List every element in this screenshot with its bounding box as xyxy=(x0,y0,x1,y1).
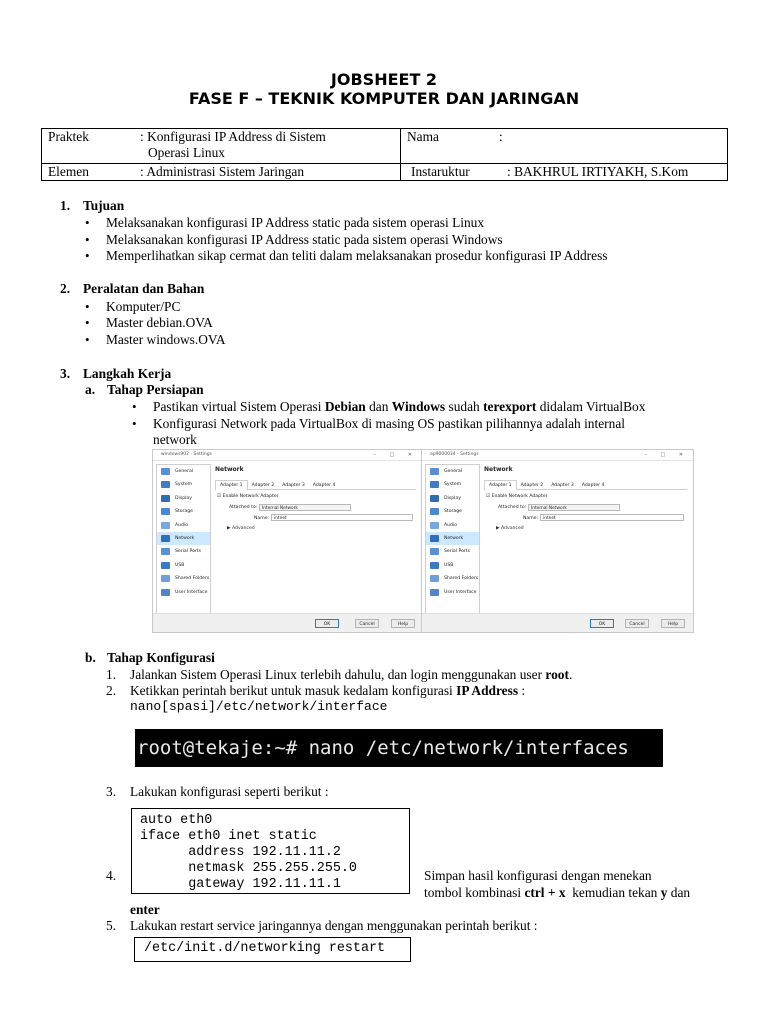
section-3-title: Langkah Kerja xyxy=(83,366,172,381)
cancel-button[interactable]: Cancel xyxy=(355,619,379,628)
tab-adapter-3[interactable]: Adapter 3 xyxy=(282,483,305,488)
cancel-button[interactable]: Cancel xyxy=(625,619,649,628)
terminal-screenshot: root@tekaje:~# nano /etc/network/interfaces xyxy=(135,729,663,767)
nama-label: Nama xyxy=(407,129,439,144)
sidebar-item-usb[interactable]: USB xyxy=(426,559,479,572)
step-4-enter: enter xyxy=(130,902,160,917)
instruktur-label: Instaruktur xyxy=(411,164,470,179)
advanced-toggle[interactable]: ▶ Advanced xyxy=(496,526,524,531)
alat-item-2: • Master debian.OVA xyxy=(106,315,213,331)
config-code-box xyxy=(131,808,410,894)
tujuan-item-1: • Melaksanakan konfigurasi IP Address static pada sistem operasi Linux xyxy=(106,215,484,231)
tujuan-item-2: • Melaksanakan konfigurasi IP Address static pada sistem operasi Windows xyxy=(106,232,503,248)
nama-value: : xyxy=(499,129,503,144)
config-line: address 192.11.11.2 xyxy=(140,845,341,860)
praktek-value: : Konfigurasi IP Address di Sistem xyxy=(140,129,326,144)
config-line: iface eth0 inet static xyxy=(140,829,317,844)
name-label: Name: xyxy=(523,516,539,521)
name-select[interactable]: intnet xyxy=(271,514,413,521)
persiapan-item-2: • Konfigurasi Network pada VirtualBox di masing OS pastikan pilihannya adalah internal xyxy=(153,416,625,432)
step-3-number: 3. xyxy=(106,784,117,799)
adapter-tabs xyxy=(484,480,687,490)
attached-label: Attached to: xyxy=(498,505,527,510)
step-1-text: Jalankan Sistem Operasi Linux terlebih dahulu, dan login menggunakan user root. xyxy=(130,667,573,682)
ok-button[interactable]: OK xyxy=(590,619,614,628)
config-line: auto eth0 xyxy=(140,813,213,828)
tab-adapter-1[interactable]: Adapter 1 xyxy=(215,480,248,491)
sidebar-item-audio[interactable]: Audio xyxy=(157,519,210,532)
sidebar-item-network[interactable]: Network xyxy=(157,532,210,545)
step-4-number: 4. xyxy=(106,868,117,883)
document-subtitle: FASE F – TEKNIK KOMPUTER DAN JARINGAN xyxy=(188,89,580,108)
vbox-sidebar xyxy=(156,464,211,621)
sidebar-item-ui[interactable]: User Interface xyxy=(426,586,479,599)
tab-adapter-2[interactable]: Adapter 2 xyxy=(520,483,544,488)
help-button[interactable]: Help xyxy=(661,619,685,628)
section-1-title: Tujuan xyxy=(83,198,125,213)
sidebar-item-display[interactable]: Display xyxy=(157,492,210,505)
sidebar-item-ui[interactable]: User Interface xyxy=(157,586,210,599)
tujuan-item-3: • Memperlihatkan sikap cermat dan teliti dalam melaksanakan prosedur konfigurasi IP Address xyxy=(106,248,608,264)
sidebar-item-general[interactable]: General xyxy=(426,465,479,478)
sidebar-item-serial[interactable]: Serial Ports xyxy=(157,545,210,558)
config-line: netmask 255.255.255.0 xyxy=(140,861,357,876)
section-2-title: Peralatan dan Bahan xyxy=(83,281,205,296)
tab-adapter-1[interactable]: Adapter 1 xyxy=(484,480,517,491)
window-controls: – □ ✕ xyxy=(373,452,418,458)
sidebar-item-audio[interactable]: Audio xyxy=(426,519,479,532)
attached-select[interactable]: Internal Network xyxy=(259,504,351,511)
section-3-number: 3. xyxy=(60,366,71,381)
sidebar-item-system[interactable]: System xyxy=(157,478,210,491)
sidebar-item-shared[interactable]: Shared Folders xyxy=(157,572,210,585)
sidebar-item-display[interactable]: Display xyxy=(426,492,479,505)
name-select[interactable]: intnet xyxy=(540,514,684,521)
vbox-settings-window-debian xyxy=(421,449,694,633)
sidebar-item-system[interactable]: System xyxy=(426,478,479,491)
sidebar-item-storage[interactable]: Storage xyxy=(426,505,479,518)
sidebar-item-general[interactable]: General xyxy=(157,465,210,478)
vbox-window-title: windows902 - Settings xyxy=(161,452,212,457)
tab-adapter-4[interactable]: Adapter 4 xyxy=(312,483,336,488)
step-2-text: Ketikkan perintah berikut untuk masuk kedalam konfigurasi IP Address : xyxy=(130,683,526,698)
vbox-heading: Network xyxy=(484,466,513,473)
alat-item-3: • Master windows.OVA xyxy=(106,332,226,348)
step-5-text: Lakukan restart service jaringannya dengan menggunakan perintah berikut : xyxy=(130,918,538,933)
enable-adapter-checkbox[interactable]: ☑ Enable Network Adapter xyxy=(486,494,548,499)
step-2-number: 2. xyxy=(106,683,117,698)
sidebar-item-shared[interactable]: Shared Folders xyxy=(426,572,479,585)
attached-label: Attached to: xyxy=(229,505,258,510)
name-label: Name: xyxy=(254,516,270,521)
step-4-text: Simpan hasil konfigurasi dengan menekan xyxy=(424,868,652,883)
step-2-command: nano[spasi]/etc/network/interface xyxy=(130,699,388,714)
praktek-label: Praktek xyxy=(48,129,89,144)
persiapan-letter: a. xyxy=(85,382,96,397)
sidebar-item-network[interactable]: Network xyxy=(426,532,479,545)
step-3-text: Lakukan konfigurasi seperti berikut : xyxy=(130,784,329,799)
elemen-label: Elemen xyxy=(48,164,89,179)
elemen-value: : Administrasi Sistem Jaringan xyxy=(140,164,305,179)
window-controls: – □ ✕ xyxy=(644,452,689,458)
step-5-number: 5. xyxy=(106,918,117,933)
document-title: JOBSHEET 2 xyxy=(330,70,438,89)
instruktur-value: : BAKHRUL IRTIYAKH, S.Kom xyxy=(507,164,689,179)
konfigurasi-letter: b. xyxy=(85,650,96,665)
ok-button[interactable]: OK xyxy=(315,619,339,628)
adapter-tabs xyxy=(215,480,416,490)
tab-adapter-2[interactable]: Adapter 2 xyxy=(251,483,275,488)
persiapan-item-2-cont: network xyxy=(153,432,197,447)
config-line: gateway 192.11.11.1 xyxy=(140,877,341,892)
sidebar-item-serial[interactable]: Serial Ports xyxy=(426,545,479,558)
advanced-toggle[interactable]: ▶ Advanced xyxy=(227,526,255,531)
restart-command-box: /etc/init.d/networking restart xyxy=(134,937,411,962)
vbox-window-title: ap9000034 - Settings xyxy=(430,452,479,457)
vbox-settings-window-windows xyxy=(152,449,423,633)
enable-adapter-checkbox[interactable]: ☑ Enable Network Adapter xyxy=(217,494,279,499)
info-table xyxy=(41,128,728,181)
step-1-number: 1. xyxy=(106,667,117,682)
sidebar-item-usb[interactable]: USB xyxy=(157,559,210,572)
persiapan-item-1: • Pastikan virtual Sistem Operasi Debian dan Windows sudah terexport didalam VirtualBox xyxy=(153,399,645,415)
tab-adapter-4[interactable]: Adapter 4 xyxy=(581,483,605,488)
persiapan-title: Tahap Persiapan xyxy=(107,382,204,397)
alat-item-1: • Komputer/PC xyxy=(106,299,180,315)
tab-adapter-3[interactable]: Adapter 3 xyxy=(551,483,574,488)
step-4-text-cont: tombol kombinasi ctrl + x kemudian tekan y dan xyxy=(424,885,691,900)
section-2-number: 2. xyxy=(60,281,71,296)
praktek-value-cont: Operasi Linux xyxy=(148,145,225,160)
section-1-number: 1. xyxy=(60,198,71,213)
sidebar-item-storage[interactable]: Storage xyxy=(157,505,210,518)
help-button[interactable]: Help xyxy=(391,619,415,628)
vbox-sidebar xyxy=(425,464,480,621)
attached-select[interactable]: Internal Network xyxy=(528,504,620,511)
konfigurasi-title: Tahap Konfigurasi xyxy=(107,650,215,665)
vbox-heading: Network xyxy=(215,466,244,473)
